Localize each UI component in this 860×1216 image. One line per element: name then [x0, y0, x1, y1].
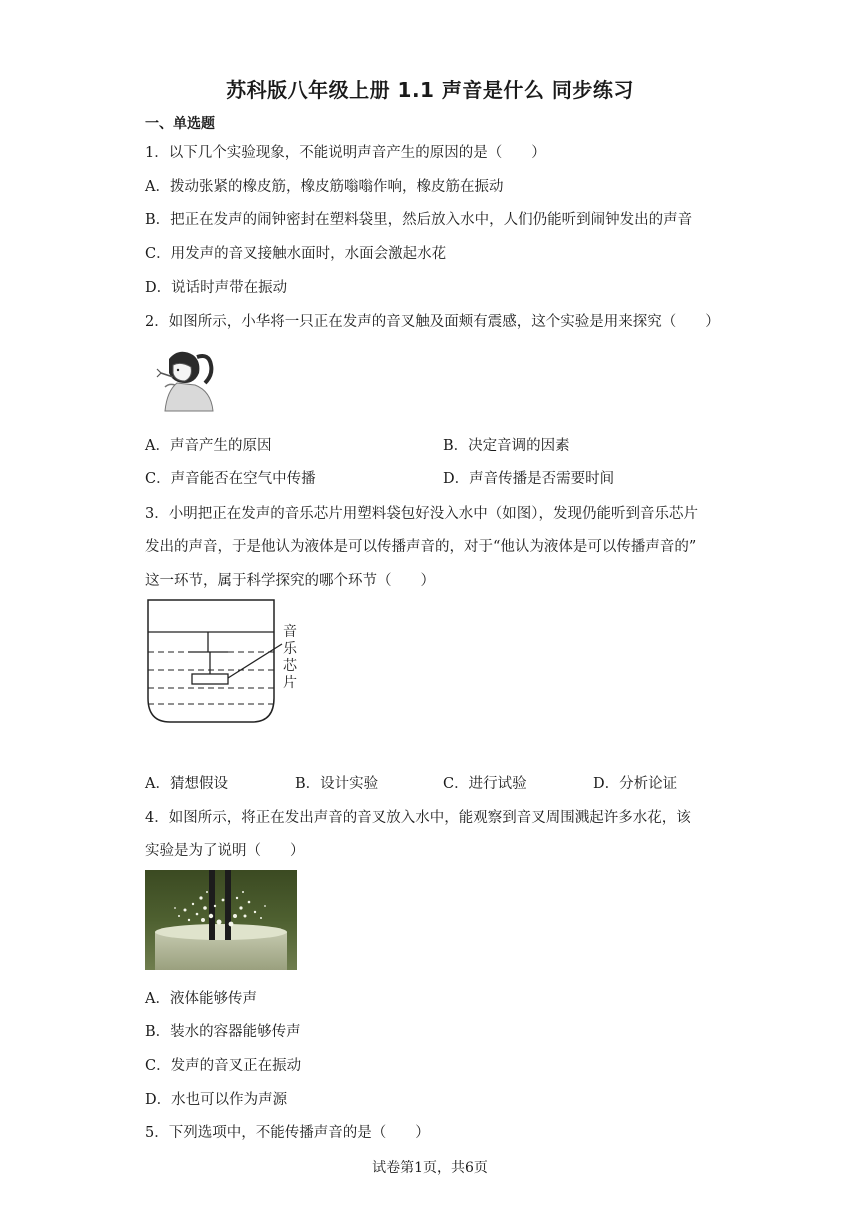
q4-option-d: D．水也可以作为声源	[145, 1092, 288, 1108]
page-title: 苏科版八年级上册 1.1 声音是什么 同步练习	[226, 78, 634, 102]
q4-stem-line-2: 实验是为了说明（ ）	[145, 843, 305, 859]
q2-option-d: D．声音传播是否需要时间	[443, 471, 615, 487]
q3-stem-line-3: 这一环节，属于科学探究的哪个环节（ ）	[145, 573, 435, 589]
q3-option-b: B．设计实验	[295, 776, 379, 792]
q1-option-c: C．用发声的音叉接触水面时，水面会激起水花	[145, 246, 447, 262]
q4-option-b: B．装水的容器能够传声	[145, 1024, 301, 1040]
q2-option-c: C．声音能否在空气中传播	[145, 471, 316, 487]
q3-stem-line-2: 发出的声音，于是他认为液体是可以传播声音的，对于“他认为液体是可以传播声音的”	[145, 539, 697, 555]
q3-option-d: D．分析论证	[593, 776, 678, 792]
q3-stem-line-1: 3．小明把正在发声的音乐芯片用塑料袋包好没入水中（如图），发现仍能听到音乐芯片	[145, 506, 698, 522]
q4-option-c: C．发声的音叉正在振动	[145, 1058, 302, 1074]
figure-label-char: 乐	[283, 641, 297, 657]
q4-stem-line-1: 4．如图所示，将正在发出声音的音叉放入水中，能观察到音叉周围溅起许多水花，该	[145, 810, 691, 826]
q3-option-a: A．猜想假设	[145, 776, 228, 792]
q1-option-b: B．把正在发声的闹钟密封在塑料袋里，然后放入水中，人们仍能听到闹钟发出的声音	[145, 212, 693, 228]
figure-label-char: 芯	[283, 658, 297, 674]
section-heading: 一、单选题	[145, 116, 215, 132]
q4-option-a: A．液体能够传声	[145, 991, 257, 1007]
tuning-fork-water-photo	[145, 870, 297, 970]
page-footer: 试卷第1页，共6页	[372, 1160, 488, 1176]
q2-option-b: B．决定音调的因素	[443, 438, 570, 454]
music-chip-in-water-figure	[144, 598, 304, 726]
q1-option-d: D．说话时声带在振动	[145, 280, 288, 296]
q1-stem: 1．以下几个实验现象，不能说明声音产生的原因的是（ ）	[145, 145, 546, 161]
q2-option-a: A．声音产生的原因	[145, 438, 272, 454]
q5-stem: 5．下列选项中，不能传播声音的是（ ）	[145, 1125, 430, 1141]
q2-stem: 2．如图所示，小华将一只正在发声的音叉触及面颊有震感，这个实验是用来探究（ ）	[145, 314, 720, 330]
q3-option-c: C．进行试验	[443, 776, 527, 792]
q1-option-a: A．拨动张紧的橡皮筋，橡皮筋嗡嗡作响，橡皮筋在振动	[145, 179, 504, 195]
figure-label-char: 片	[283, 675, 297, 691]
girl-tuning-fork-figure	[147, 343, 217, 413]
figure-label-char: 音	[283, 624, 297, 640]
